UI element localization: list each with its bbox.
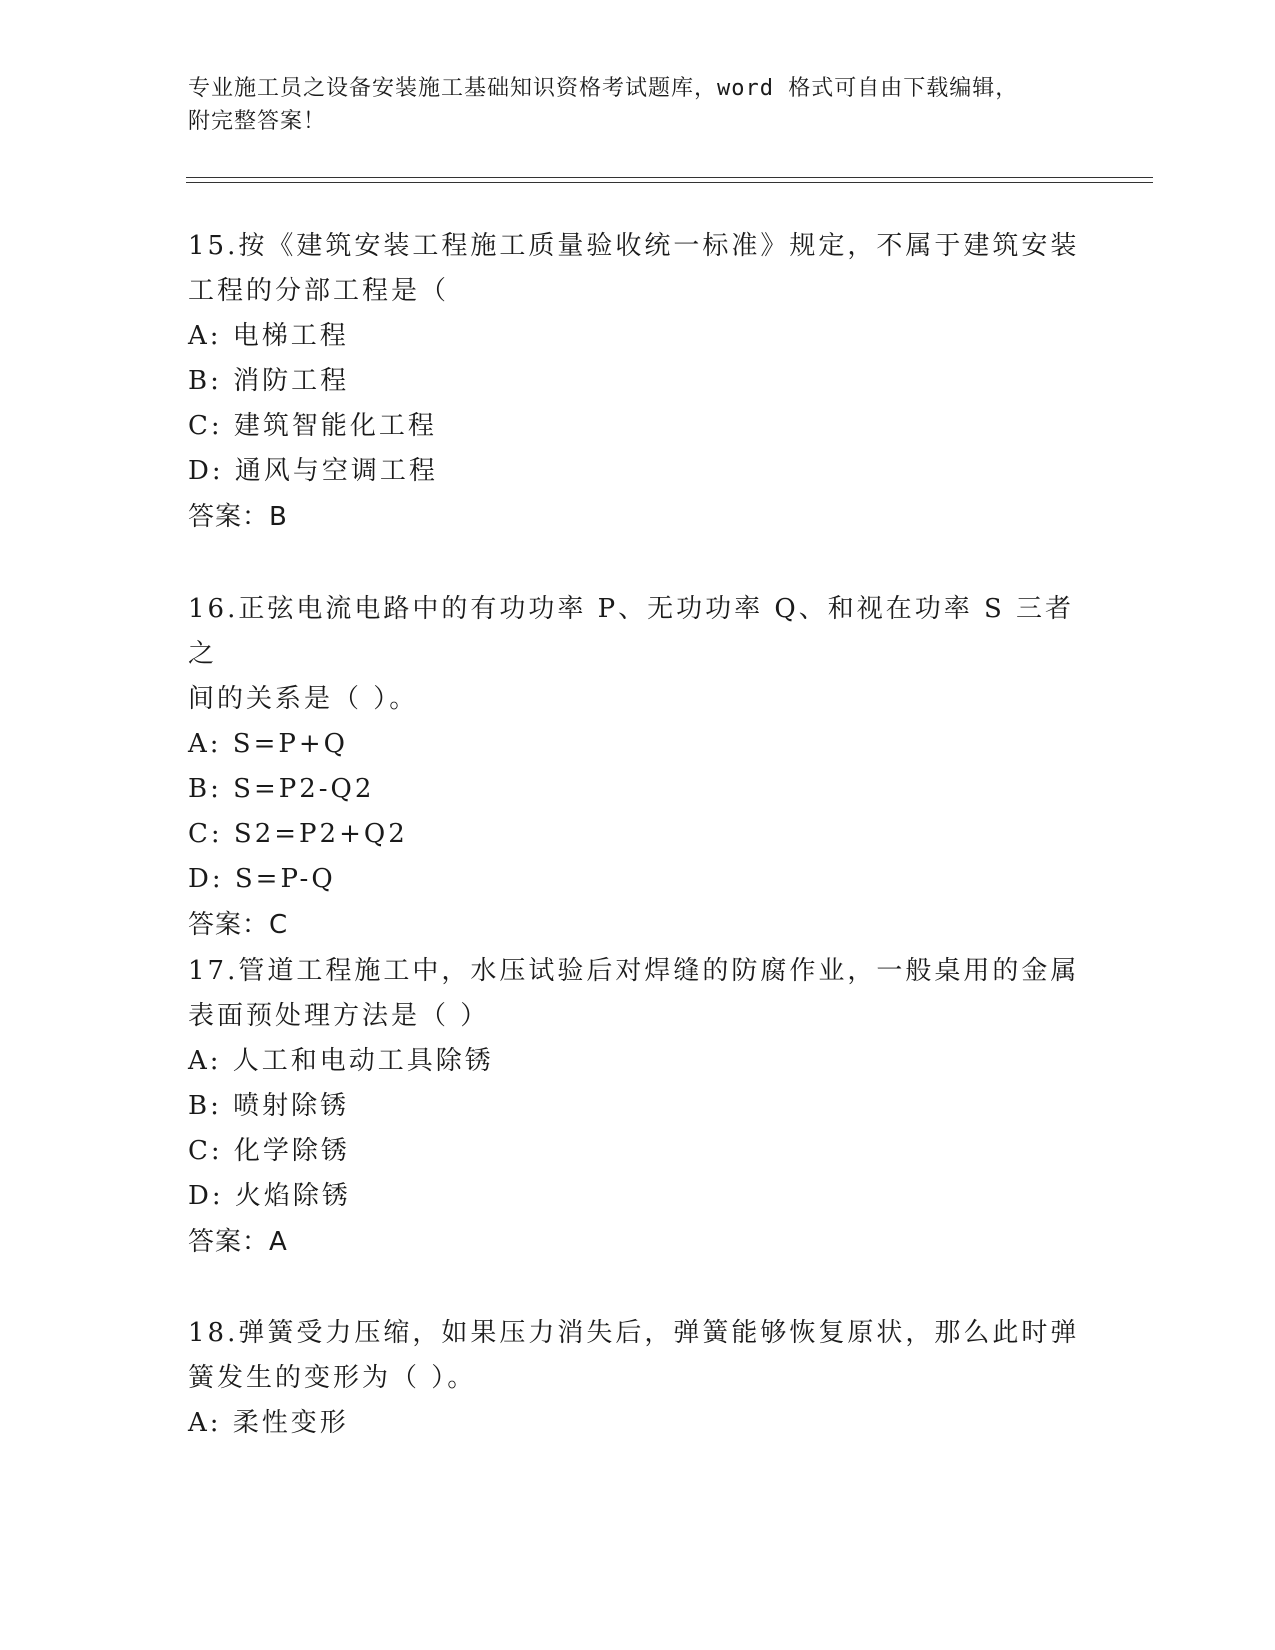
question-stem-line-1: 15.按《建筑安装工程施工质量验收统一标准》规定，不属于建筑安装 [188, 231, 1080, 261]
option-b: B: 喷射除锈 [188, 1091, 350, 1121]
question-stem-line-1: 16.正弦电流电路中的有功功率 P、无功功率 Q、和视在功率 S 三者之 [188, 594, 1075, 669]
question-stem-line-1: 17.管道工程施工中，水压试验后对焊缝的防腐作业，一般桌用的金属 [188, 956, 1080, 986]
question-stem-line-2: 表面预处理方法是（ ） [188, 1001, 490, 1031]
question-stem [188, 587, 1088, 722]
question-stem [188, 224, 1088, 314]
option-c: C: 化学除锈 [188, 1136, 350, 1166]
option-d: D: 火焰除锈 [188, 1181, 351, 1211]
answer: 答案：B [188, 502, 288, 532]
header-divider [186, 177, 1153, 183]
question-17 [188, 949, 1088, 1265]
option-d: D: S=P-Q [188, 864, 336, 894]
question-stem [188, 949, 1088, 1039]
question-stem-line-2: 间的关系是（ ）。 [188, 684, 419, 714]
answer: 答案：C [188, 910, 289, 940]
question-stem-line-2: 工程的分部工程是（ [188, 276, 450, 306]
option-c: C: 建筑智能化工程 [188, 411, 437, 441]
header-line-1: 专业施工员之设备安装施工基础知识资格考试题库，word 格式可自由下载编辑， [188, 76, 1019, 101]
question-stem [188, 1311, 1088, 1401]
option-b: B: S=P2-Q2 [188, 774, 375, 804]
answer: 答案：A [188, 1227, 288, 1257]
option-a: A: 柔性变形 [188, 1408, 349, 1438]
question-stem-line-1: 18.弹簧受力压缩，如果压力消失后，弹簧能够恢复原状，那么此时弹 [188, 1318, 1080, 1348]
document-header [188, 72, 1088, 138]
option-a: A: 电梯工程 [188, 321, 349, 351]
option-d: D: 通风与空调工程 [188, 456, 438, 486]
question-stem-line-2: 簧发生的变形为（ ）。 [188, 1363, 477, 1393]
question-15 [188, 224, 1088, 540]
option-c: C: S2=P2+Q2 [188, 819, 408, 849]
question-16 [188, 587, 1088, 948]
option-a: A: 人工和电动工具除锈 [188, 1046, 494, 1076]
option-b: B: 消防工程 [188, 366, 350, 396]
question-18 [188, 1311, 1088, 1446]
option-a: A: S=P+Q [188, 729, 348, 759]
header-line-2: 附完整答案！ [188, 109, 327, 134]
